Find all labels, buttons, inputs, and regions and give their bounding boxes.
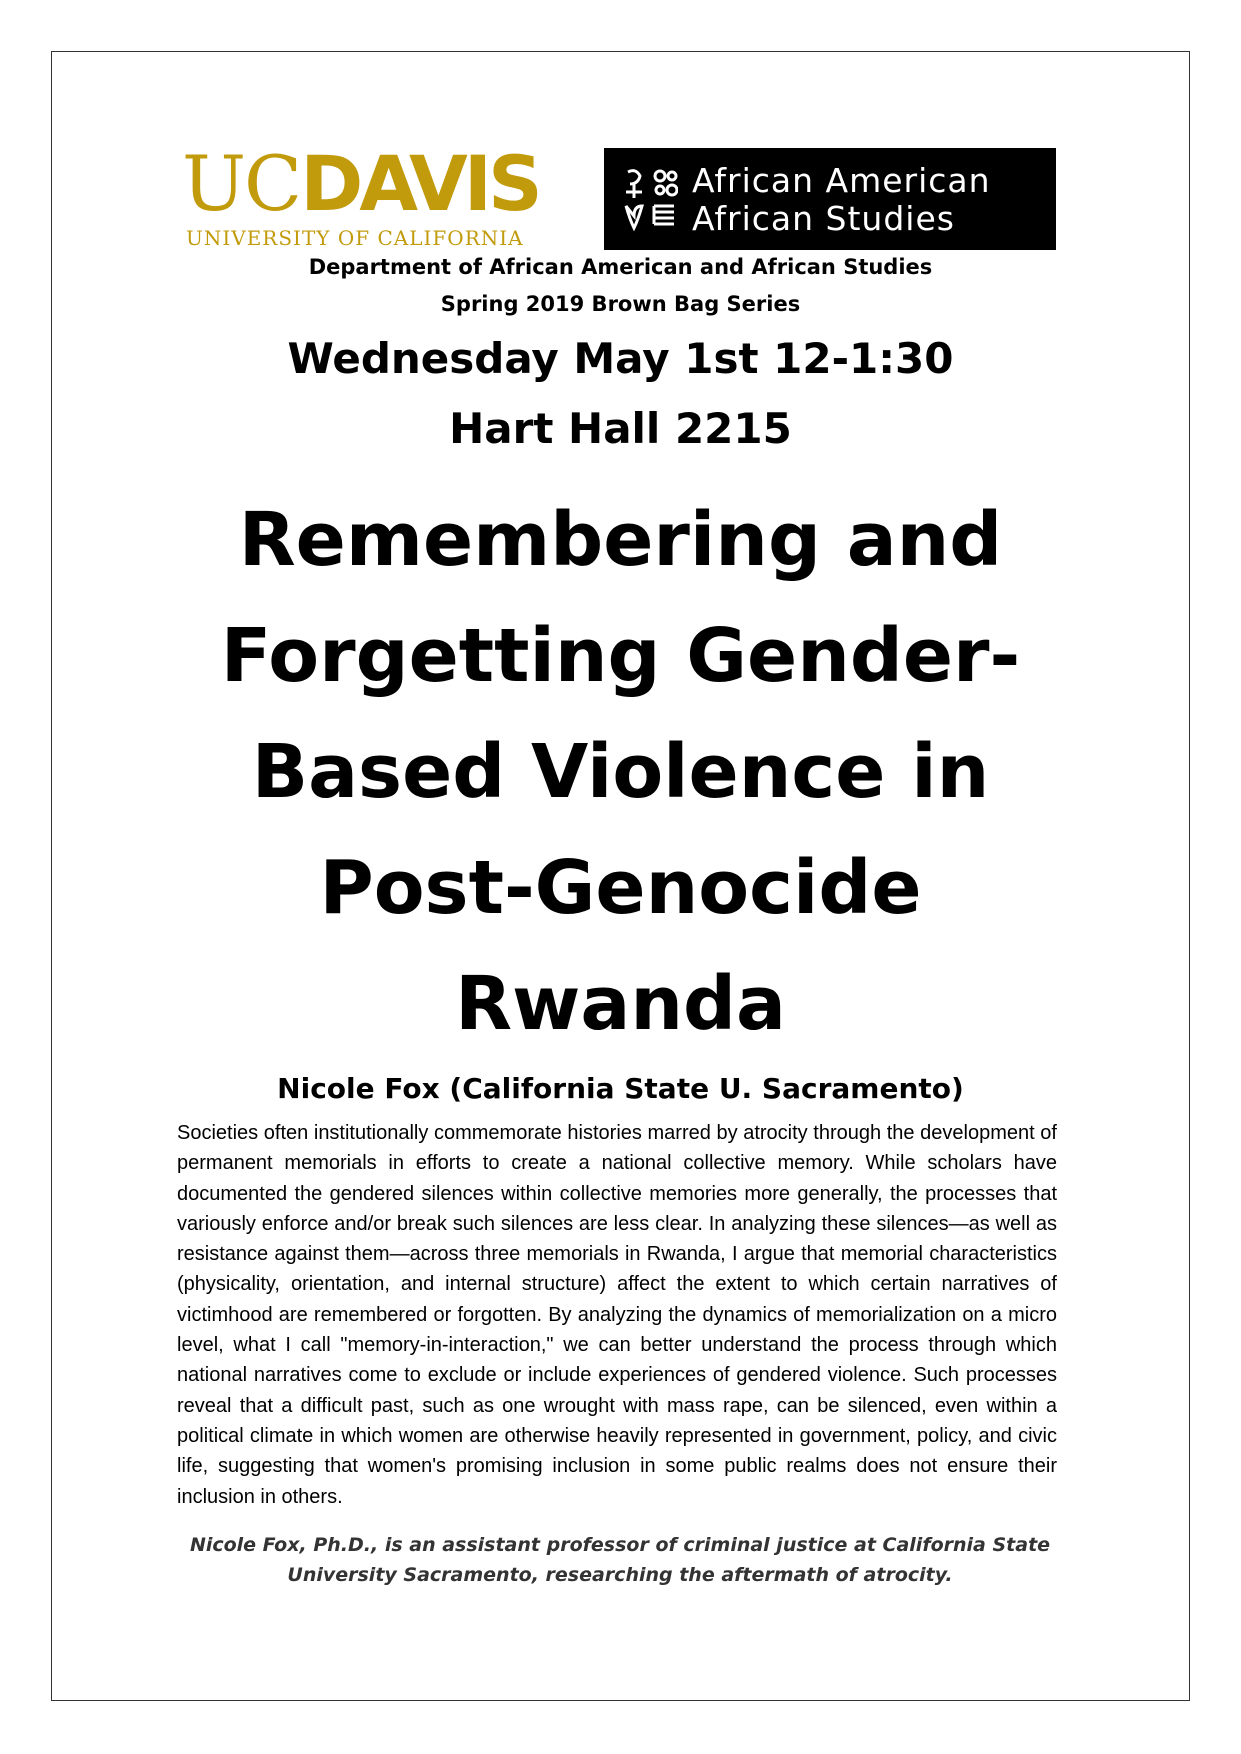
ucdavis-wordmark xyxy=(182,139,539,228)
talk-title-line: Forgetting Gender- xyxy=(220,613,1021,699)
adinkra-symbols-icon xyxy=(622,166,678,232)
aas-logo-text xyxy=(692,162,991,238)
abstract-paragraph: Societies often institutionally commemorate histories marred by atrocity through the development of permanent memorials in efforts to create a national collective memory. While scholars have documented the gendered silences within collective memories more generally, the processes that variously enforce and/or break such silences are less clear. In analyzing these silences—as well as resistance against them—across three memorials in Rwanda, I argue that memorial characteristics (physicality, orientation, and internal structure) affect the extent to which certain narratives of victimhood are remembered or forgotten. By analyzing the dynamics of memorialization on a micro level, what I call "memory-in-interaction," we can better understand the process through which national narratives come to exclude or include experiences of gendered violence. Such processes reveal that a difficult past, such as one wrought with mass rape, can be silenced, even within a political climate in which women are otherwise heavily represented in government, policy, and civic life, suggesting that women's promising inclusion in some public realms does not ensure their inclusion in others. xyxy=(177,1122,1057,1508)
aas-logo-line1: African American xyxy=(692,161,991,200)
talk-title-line: Remembering and xyxy=(238,497,1003,583)
speaker-bio: Nicole Fox, Ph.D., is an assistant professor of criminal justice at California State University Sacramento, researching the aftermath of atrocity. xyxy=(189,1534,1051,1586)
talk-title-line: Based Violence in xyxy=(251,729,990,815)
event-location: Hart Hall 2215 xyxy=(449,404,792,453)
ucdavis-logo-uc: UC xyxy=(182,139,301,228)
ucdavis-logo-davis: DAVIS xyxy=(300,139,539,228)
series-name: Spring 2019 Brown Bag Series xyxy=(440,292,801,316)
ucdavis-logo xyxy=(182,139,544,252)
talk-title xyxy=(0,482,1241,1062)
african-american-studies-logo xyxy=(604,148,1056,250)
talk-title-line: Post-Genocide xyxy=(319,845,922,931)
talk-title-line: Rwanda xyxy=(455,961,786,1047)
ucdavis-logo-subtitle: UNIVERSITY OF CALIFORNIA xyxy=(186,226,524,250)
speaker-name: Nicole Fox (California State U. Sacramento) xyxy=(277,1072,964,1105)
event-date-time: Wednesday May 1st 12-1:30 xyxy=(287,334,954,383)
department-name: Department of African American and African Studies xyxy=(308,255,933,279)
aas-logo-line2: African Studies xyxy=(692,199,955,238)
